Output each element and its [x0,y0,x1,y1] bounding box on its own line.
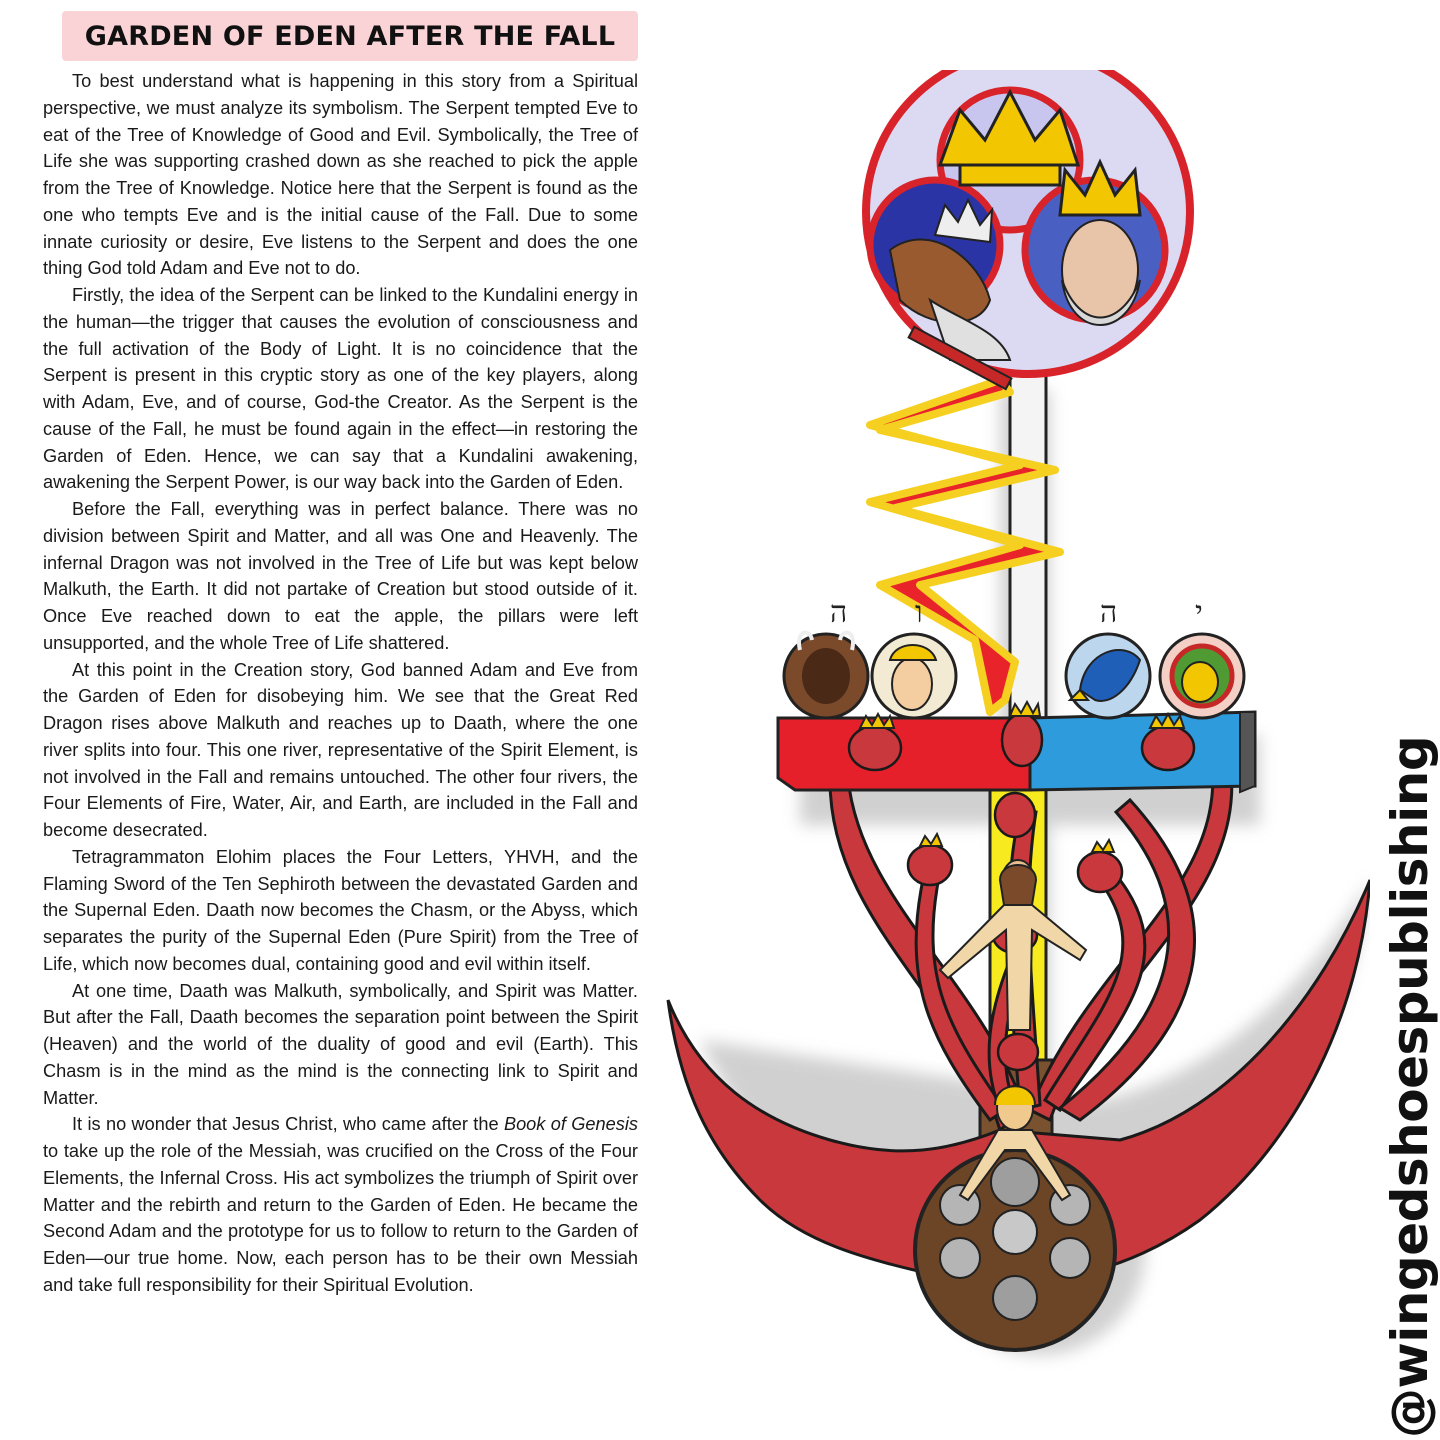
bull-icon [784,633,868,718]
watermark-handle: @wingedshoespublishing [1381,735,1439,1438]
page-title: GARDEN OF EDEN AFTER THE FALL [84,21,616,52]
paragraph: At one time, Daath was Malkuth, symbolically, and Spirit was Matter. But after the Fall, Daath becomes the separation point between the Spirit (Heaven) and the world of the duality of good and evil (Earth). This Chasm is in the mind as the mind is the connecting link to Spirit and Matter. [43,980,638,1108]
title-banner [62,11,638,61]
paragraph: At this point in the Creation story, God banned Adam and Eve from the Garden of Eden for disobeying him. We see that the Great Red Dragon rises above Malkuth and reaches up to Daath, where the one river splits into four. This one river, representative of the Spirit Element, is not involved in the Fall and remains untouched. The other four rivers, the Four Elements of Fire, Water, Air, and Earth, are included in the Fall and become desecrated. [43,659,638,840]
hebrew-letter-vav: ו [915,595,923,630]
hebrew-letter-he: ה [1100,595,1118,630]
beam-red [778,718,1030,790]
lion-icon [1160,634,1244,718]
text-run: It is no wonder that Jesus Christ, who came after the [72,1114,504,1135]
paragraph: Firstly, the idea of the Serpent can be linked to the Kundalini energy in the human—the trigger that causes the evolution of consciousness and the full activation of the Body of Light. It is no coincidence that the Serpent is present in this cryptic story as one of the key players, along with Adam, Eve, and of course, God-the Creator. As the Serpent is the cause of the Fall, he must be found again in the effect—in restoring the Garden of Eden. Hence, we can say that a Kundalini awakening, awakening the Serpent Power, is our way back into the Garden of Eden. [43,285,638,493]
paragraph: To best understand what is happening in this story from a Spiritual perspective, we must analyze its symbolism. The Serpent tempted Eve to eat of the Tree of Knowledge of Good and Evil. Symbolically, the Tree of Life she was supporting crashed down as she reached to pick the apple from the Tree of Knowledge. Notice here that the Serpent is found as the one who tempts Eve and is the initial cause of the Fall. Due to some innate curiosity or desire, Eve listens to the Serpent and does the one thing God told Adam and Eve not to do. [43,71,638,279]
article-body [43,68,638,1299]
man-icon [872,634,956,718]
paragraph-last [43,1111,638,1298]
paragraph: Before the Fall, everything was in perfect balance. There was no division between Spirit and Matter, and all was One and Heavenly. The infernal Dragon was not involved in the Tree of Life but was kept below Malkuth, the Earth. It did not partake of Creation but stood outside of it. Once Eve reached down to eat the apple, the pillars were left unsupported, and the whole Tree of Life shattered. [43,499,638,653]
text-run: to take up the role of the Messiah, was crucified on the Cross of the Four Elements, the Infernal Cross. His act symbolizes the triumph of Spirit over Matter and the rebirth and return to the Garden of Eden. He became the Second Adam and the prototype for us to follow to return to the Garden of Eden—our true home. Now, each person has to be their own Messiah and take full responsibility for their Spiritual Evolution. [43,1141,638,1295]
tree-of-life-illustration [640,70,1370,1370]
earth-disc-icon [915,1150,1115,1350]
hebrew-letter-yod: י [1195,595,1203,630]
paragraph: Tetragrammaton Elohim places the Four Letters, YHVH, and the Flaming Sword of the Ten Sephiroth between the devastated Garden and the Supernal Eden. Daath now becomes the Chasm, or the Abyss, which separates the purity of the Supernal Eden (Pure Spirit) from the Tree of Life, which now becomes dual, containing good and evil within itself. [43,846,638,974]
hebrew-letter-he: ה [830,595,848,630]
eagle-icon [1066,634,1150,718]
book-title: Book of Genesis [503,1114,638,1135]
